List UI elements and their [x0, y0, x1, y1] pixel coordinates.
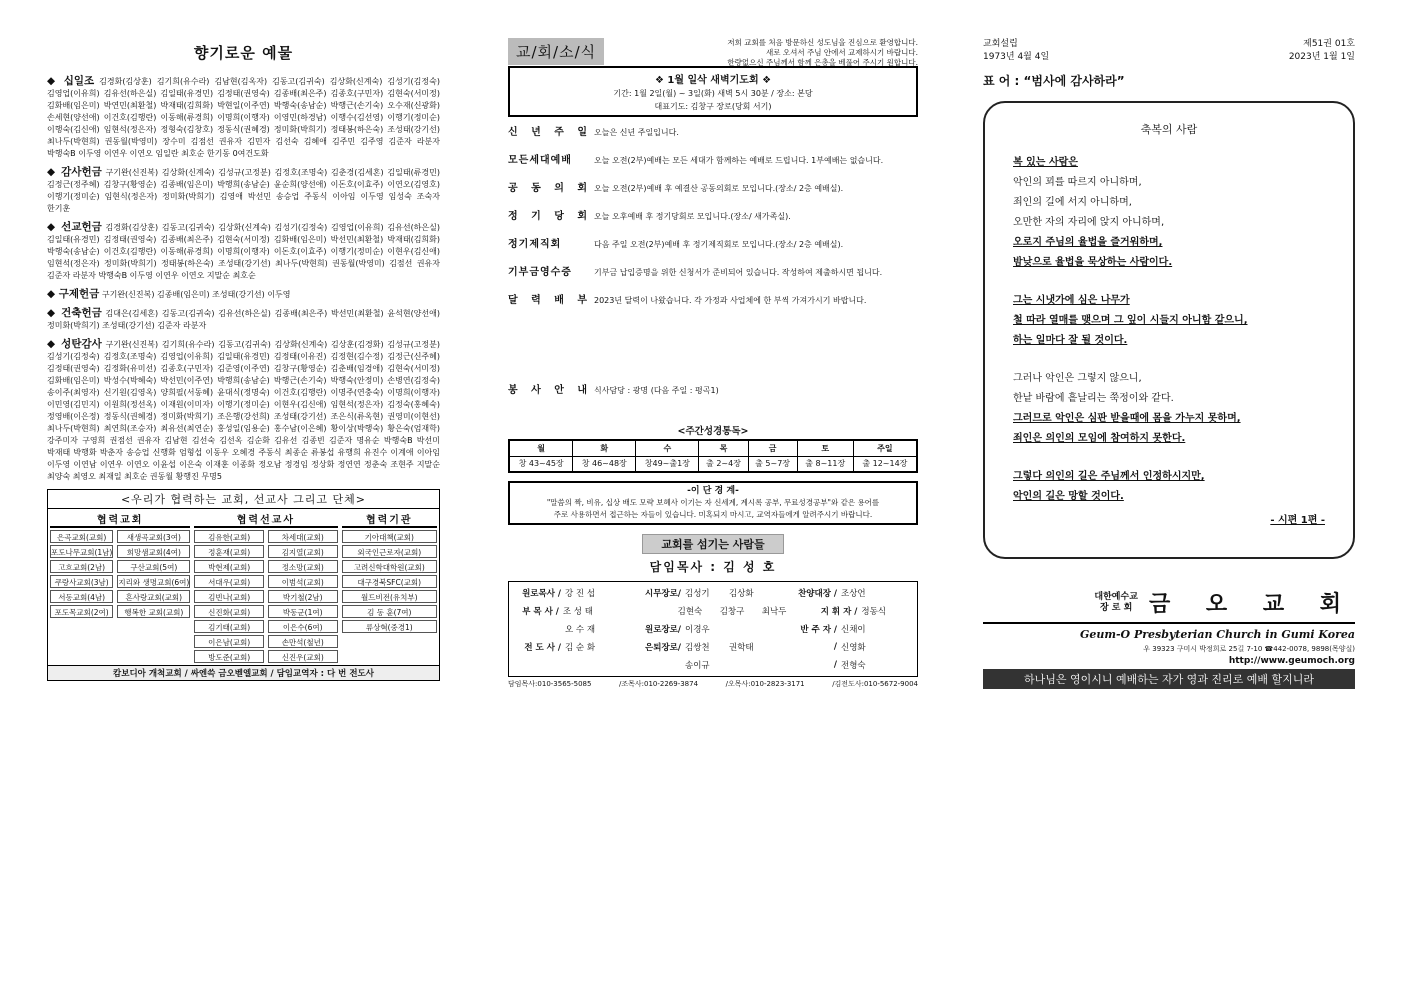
- staff-cell: /: [833, 660, 837, 670]
- church-name: 금 오 교 회: [1149, 592, 1355, 617]
- offering-group-head: ◆ 선교헌금: [47, 221, 102, 233]
- bible-day: 금: [748, 440, 797, 456]
- poem-line: [1013, 351, 1325, 369]
- staff-row: [513, 584, 913, 602]
- partners-title: <우리가 협력하는 교회, 선교사 그리고 단체>: [48, 490, 439, 509]
- news-item-text: 오늘 오후예배 후 정기당회로 모입니다.(장소/ 새가족실).: [594, 212, 791, 221]
- poem-line: 그러므로 악인은 심판 받을때에 몸을 가누지 못하며,: [1013, 413, 1241, 424]
- offering-group-names: 김경화(김상훈) 김동고(김귀숙) 김상화(신계숙) 김성기(김정숙) 김영업(이유희) 김유선(하은실) 김일태(유경민) 김정태(권영숙) 김종배(최은주) 김현숙(서미정) 김화배(임은미) 박선민(최환철) 박재태(김희화) 박행숙(송남순) 이건호(김행란) 이동해(류경희) 이명희(이행자) 이돈호(이효주) 이행기(정미순) 이현우(김신애) 임현석(정은자) 정미화(박희기) 정태봉(하은숙) 조성태(강기선) 최나두(박현희) 권동월(박영미) 김점선 권유자 김준자 라분자 박행숙B 이두영 이연우 이연오 지말순 최호순: [47, 223, 440, 280]
- poem-box: [983, 101, 1355, 559]
- news-item-label: 기부금영수증: [508, 267, 572, 278]
- staff-cell: 김성기: [685, 589, 710, 599]
- news-list: [508, 127, 918, 323]
- staff-cell: 신채이: [841, 625, 866, 635]
- staff-table: [508, 581, 918, 677]
- poem-line: 철 따라 열매를 맺으며 그 잎이 시들지 아니함 같으니,: [1013, 315, 1248, 326]
- poem-line: 죄인은 의인의 모임에 참여하지 못한다.: [1013, 433, 1186, 444]
- partner-item: 김지열(교회): [268, 545, 338, 558]
- staff-row: [513, 602, 913, 620]
- partner-item: 박동군(1여): [268, 605, 338, 618]
- news-item-label: 정기제직회: [508, 239, 562, 250]
- poem-line: [1013, 449, 1325, 467]
- poem-line: 오만한 자의 자리에 앉지 아니하며,: [1013, 217, 1165, 228]
- bible-day: 월: [509, 440, 573, 456]
- partner-item: 정소망(교회): [268, 560, 338, 573]
- partner-item: 김빈나(교회): [194, 590, 264, 603]
- poem-line: 한낱 바람에 흩날리는 쭉정이와 같다.: [1013, 393, 1174, 404]
- news-item: [508, 183, 918, 211]
- partner-item: 대구경북SFC(교회): [342, 575, 437, 588]
- offering-group: [47, 338, 440, 483]
- staff-cell: 반 주 자 /: [800, 625, 837, 635]
- partner-item: 지리와 생명교회(6여): [117, 575, 190, 588]
- news-item: [508, 155, 918, 183]
- partners-box: [47, 489, 440, 681]
- staff-cell: 강 진 섭: [565, 589, 596, 599]
- news-item-label: 공 동 의 회: [508, 183, 588, 194]
- church-identity: [983, 587, 1355, 618]
- staff-cell: 시무장로/: [645, 589, 681, 599]
- founded-date: 1973년 4월 4일: [983, 52, 1050, 62]
- partners-column-title: 협력기관: [342, 511, 437, 528]
- news-item-label: 신 년 주 일: [508, 127, 588, 138]
- news-item-service: 봉 사 안 내 식사담당 : 광명 (다음 주일 : 평곡1): [508, 385, 719, 396]
- staff-title: 교회를 섬기는 사람들: [508, 533, 918, 554]
- bible-passage: 창 46~48장: [573, 456, 636, 472]
- news-header: [508, 38, 918, 66]
- news-title: 교/회/소/식: [508, 38, 604, 65]
- dawn-prayer-schedule: 기간: 1월 2일(월) ~ 3일(화) 새벽 5시 30분 / 장소: 본당: [613, 89, 813, 98]
- partners-footer: 캄보디아 개척교회 / 싸엔쓱 금오벧엘교회 / 담임교역자 : 다 번 전도사: [48, 665, 439, 680]
- senior-pastor: 담임목사 : 김 성 호: [649, 560, 777, 574]
- news-item-text: 오늘 오전(2부)예배 후 예결산 공동의회로 모입니다.(장소/ 2층 예배실).: [594, 184, 844, 193]
- poem-line: 그러나 악인은 그렇지 않으니,: [1013, 373, 1142, 384]
- partners-column-title: 협력교회: [50, 511, 190, 528]
- staff-row: [513, 638, 913, 656]
- partner-item: 박현제(교회): [194, 560, 264, 573]
- bible-reading-title: <주간성경통독>: [677, 426, 749, 437]
- partner-item: 흔사랑교회(교회): [117, 590, 190, 603]
- offering-group-head: ◆ 건축헌금: [47, 307, 102, 319]
- poem-line: 그는 시냇가에 심은 나무가: [1013, 295, 1130, 306]
- offering-group-head: ◆ 구제헌금: [47, 288, 100, 300]
- partner-item: 고려신학대학원(교회): [342, 560, 437, 573]
- news-item: [508, 267, 918, 295]
- partner-item: 이은남(교회): [194, 635, 264, 648]
- partner-item: 행복한 교회(교회): [117, 605, 190, 618]
- offering-group-names: 김대은(김세혼) 김동고(김귀숙) 김유선(하은실) 김종배(최은주) 박선민(최환철) 윤석현(양선애) 정미화(박희기) 조성태(강기선) 김준자 라분자: [47, 309, 440, 330]
- welcome-message: 저희 교회를 처음 방문하신 성도님을 진심으로 환영합니다. 새로 오셔서 주님 안에서 교제하시기 바랍니다. 한량없으신 주님께서 함께 은총을 베풀어 주시기 원합니다.: [727, 38, 918, 67]
- partner-item: 신진화(교회): [194, 605, 264, 618]
- staff-cell: 오 수 재: [565, 625, 596, 635]
- news-item-text: 2023년 달력이 나왔습니다. 각 가정과 사업체에 한 부씩 가져가시기 바랍니다.: [594, 296, 867, 305]
- partner-item: 외국인근로자(교회): [342, 545, 437, 558]
- cover-column: [983, 38, 1355, 689]
- bible-passage: 출 8~11장: [797, 456, 853, 472]
- partner-item: 류상혁(중경1): [342, 620, 437, 633]
- english-name: Geum-O Presbyterian Church in Gumi Korea: [1079, 628, 1355, 641]
- staff-cell: 송이규: [685, 661, 710, 671]
- volume-number: 제51권 01호: [1303, 39, 1355, 49]
- partner-item: 손만석(철년): [268, 635, 338, 648]
- offering-group: [47, 288, 440, 301]
- partner-item: 서대우(교회): [194, 575, 264, 588]
- partner-item: 이범석(교회): [268, 575, 338, 588]
- poem-title: 축복의 사람: [1140, 123, 1198, 136]
- staff-cell: 전형숙: [841, 661, 866, 671]
- divider: [983, 622, 1355, 624]
- partners-column-title: 협력선교사: [194, 511, 337, 528]
- bible-passage: 창 43~45장: [509, 456, 573, 472]
- bulletin-date: 2023년 1월 1일: [1288, 52, 1355, 62]
- church-address: 우 39323 구미시 박정희로 25길 7-10 ☎442-0078, 9898(목양실): [1143, 645, 1355, 653]
- partner-item: 서동교회(4남): [50, 590, 113, 603]
- poem-line: 악인의 꾀를 따르지 아니하며,: [1013, 177, 1142, 188]
- heresy-warning-box: -이 단 경 계- "말씀의 짝, 비유, 십상 배도 모략 보혜사 이기는 자 신세계, 계시록 공부, 무료성경공부"와 같은 용어를 주로 사용하면서 접근하는 자들이 있습니다. 미혹되지 마시고, 교역자들에게 알려주시기 바랍니다.: [508, 481, 918, 525]
- offering-group-names: 김경화(김상훈) 김기희(유수라) 김남현(김옥자) 김동고(김귀숙) 김상화(신계숙) 김성기(김정숙) 김영업(이유희) 김유선(하은실) 김일태(유경민) 김정태(권영숙) 김종배(최은주) 김종호(구민자) 김현숙(서미정) 김화배(임은미) 박연민(최환철) 박재태(김희화) 박현일(이주연) 박행숙(송남순) 박행근(손기숙) 오수재(신광화) 손세현(양선애) 이건호(김행란) 이동해(류경희) 이명희(이행자) 이영민(하경남) 이행수(김선영) 이행기(정미순) 이행숙(김신애) 임현석(정은자) 정형숙(김창호) 정동식(권혜경) 정미화(박희기) 정태봉(하은숙) 조성태(강기선) 최나두(박현희) 권동월(박영미) 장수미 김점선 권유자 김민자 김선숙 김혜애 김주민 김주영 김준자 라분자 박행숙B 이두영 이연우 이연오 임일란 최호순 한기동 0여건도화: [47, 77, 440, 158]
- poem-line: 밤낮으로 율법을 묵상하는 사람이다.: [1013, 257, 1173, 268]
- church-motto: 표 어 : “범사에 감사하라”: [983, 74, 1125, 88]
- offering-group: [47, 75, 440, 160]
- partner-item: 방도준(교회): [194, 650, 264, 663]
- staff-cell: 신영화: [841, 643, 866, 653]
- news-item: [508, 239, 918, 267]
- staff-phone: /김전도사:010-5672-9004: [832, 680, 918, 688]
- partner-item: 포도목교회(2여): [50, 605, 113, 618]
- poem-line: 하는 일마다 잘 될 것이다.: [1013, 335, 1128, 346]
- news-column: [508, 38, 918, 689]
- staff-cell: 전 도 사 /: [524, 643, 561, 653]
- partner-item: 김 동 훈(7여): [342, 605, 437, 618]
- news-item: [508, 127, 918, 155]
- news-item-text: 오늘은 신년 주일입니다.: [594, 128, 679, 137]
- partners-column: [340, 509, 439, 665]
- poem-line: 복 있는 사람은: [1013, 157, 1078, 168]
- offering-group: [47, 307, 440, 332]
- website-link[interactable]: http://www.geumoch.org: [1228, 656, 1355, 666]
- staff-cell: 원로장로/: [645, 625, 681, 635]
- news-item-text: 오늘 오전(2부)예배는 모든 세대가 함께하는 예배로 드립니다. 1부예배는 없습니다.: [594, 156, 884, 165]
- staff-cell: 김창구: [719, 607, 745, 617]
- offering-list: [47, 75, 440, 483]
- dawn-prayer-box: [508, 66, 918, 117]
- staff-cell: /: [833, 642, 837, 652]
- bulletin-header: [983, 38, 1355, 64]
- staff-phones: [508, 679, 918, 689]
- partner-item: 월드비전(유치부): [342, 590, 437, 603]
- partner-item: 희망샘교회(4여): [117, 545, 190, 558]
- offering-group-names: 구기완(신진복) 김기희(유수라) 김동고(김귀숙) 김상화(신계숙) 김상훈(김경화) 김성규(고정분) 김성기(김정숙) 김정호(조명숙) 김영업(이유희) 김일태(유경민) 김정태(이유진) 김정현(김수정) 김정근(신주혜) 김정태(권영숙) 김정화(유미선) 김종호(구민자) 김준영(이주연) 김창구(황영순) 김춘배(임경애) 김현숙(서미정) 김화배(임은미) 박성수(박혜숙) 박선민(이주연) 박행희(송남순) 박행근(손기숙) 박행숙(안정미) 손병연(김정숙) 송이주(최영자) 신기원(김영옥) 양희필(서동혜) 윤대식(정명숙) 이건호(김행란) 이명주(연충숙) 이명희(이행자) 이민영(김민지) 이원희(정선옥) 이재원(이미자) 이행기(정미순) 이현우(김신애) 임현석(정은자) 김정숙(홍혜숙) 정영배(이은정) 정동식(권혜경) 정미화(박희기) 조은행(강선희) 조성태(강기선) 조은식(류옥현) 권영미(이현선) 최나두(박현희) 최연희(조승자) 최유선(최연순) 홍성일(임용순) 홍수남(이은혜) 황이상(박행숙) 황은숙(엄재학) 강주미자 구영희 권점선 권유자 김남현 김선숙 김선옥 김순화 김유선 김종빈 김준자 명유순 박행숙B 박선미 박재태 박행화 박춘자 송승업 신행화 엄형섭 이동우 오혜경 주동식 최종순 류봉섭 유행희 유진수 이계애 이아임 이두영 이연남 이연우 이연오 이윤섭 이은숙 이재훈 이종화 정오남 정경임 정상화 정연연 정춘숙 조현주 지말순 최양숙 최영오 최재일 최호순 권동월 황행진 무명5: [47, 340, 440, 481]
- news-item-text: 다음 주일 오전(2부)예배 후 정기제직회로 모입니다.(장소/ 2층 예배실).: [594, 240, 844, 249]
- partners-column: [192, 509, 339, 665]
- staff-cell: 조 성 태: [562, 607, 593, 617]
- verse-banner: 하나님은 영이시니 예배하는 자가 영과 진리로 예배 할지니라: [983, 669, 1355, 689]
- partner-item: 구산교회(5여): [117, 560, 190, 573]
- news-item-text: 기부금 납입증명을 위한 신청서가 준비되어 있습니다. 작성하여 제출하시면 됩니다.: [594, 268, 883, 277]
- partner-item: 신진우(교회): [268, 650, 338, 663]
- staff-cell: 조상언: [841, 589, 866, 599]
- offerings-column: [47, 38, 440, 681]
- staff-phone: /조목사:010-2269-3874: [619, 680, 699, 688]
- bible-day: 토: [797, 440, 853, 456]
- poem-line: [1013, 273, 1325, 291]
- poem-line: 악인의 길은 망할 것이다.: [1013, 491, 1124, 502]
- poem-source: - 시편 1편 -: [1270, 515, 1325, 526]
- staff-row: [513, 656, 913, 674]
- partner-item: 기아대책(교회): [342, 530, 437, 543]
- partner-item: 고흐교회(2남): [50, 560, 113, 573]
- staff-cell: 김 순 화: [565, 643, 596, 653]
- bible-passage: 출 12~14장: [853, 456, 917, 472]
- partner-item: 박기철(2남): [268, 590, 338, 603]
- news-item-label: 정 기 당 회: [508, 211, 588, 222]
- offering-group-names: 구기완(신진복) 김종배(임은미) 조성태(강기선) 이두영: [101, 290, 291, 299]
- denomination: 대한예수교 장 로 회: [1094, 591, 1138, 613]
- staff-cell: 찬양대장 /: [798, 589, 837, 599]
- poem-line: 그렇다 의인의 길은 주님께서 인정하시지만,: [1013, 471, 1205, 482]
- partner-item: 쿠랑사교회(3남): [50, 575, 113, 588]
- staff-cell: 지 휘 자 /: [820, 607, 858, 617]
- news-item: [508, 211, 918, 239]
- bible-day: 수: [636, 440, 699, 456]
- dawn-prayer-title: ❖ 1월 일삭 새벽기도회 ❖: [654, 75, 772, 86]
- staff-cell: 원로목사 /: [522, 589, 561, 599]
- staff-cell: 최낙두: [761, 607, 787, 617]
- bible-day: 화: [573, 440, 636, 456]
- partner-item: 은곡교회(교회): [50, 530, 113, 543]
- partner-item: 김기태(교회): [194, 620, 264, 633]
- partner-item: 새생곡교회(3여): [117, 530, 190, 543]
- staff-cell: 부 목 사 /: [522, 607, 559, 617]
- staff-cell: 김쌍천: [685, 643, 710, 653]
- partners-column: [48, 509, 192, 665]
- founded-label: 교회설립: [983, 39, 1018, 49]
- partner-item: 포도나무교회(1남): [50, 545, 113, 558]
- offering-group: [47, 166, 440, 215]
- staff-cell: 정동식: [861, 607, 886, 617]
- partner-item: 이은수(6여): [268, 620, 338, 633]
- poem-line: 죄인의 길에 서지 아니하며,: [1013, 197, 1132, 208]
- partner-item: 김유한(교회): [194, 530, 264, 543]
- bible-day: 목: [699, 440, 748, 456]
- staff-cell: 권학태: [729, 643, 754, 653]
- bible-reading-table: [508, 439, 918, 473]
- staff-cell: 김상화: [729, 589, 754, 599]
- bible-passage: 출 2~4장: [699, 456, 748, 472]
- bible-passage: 창49~출1장: [636, 456, 699, 472]
- staff-cell: 이경우: [685, 625, 710, 635]
- offering-group-names: 구기완(신진복) 김상화(신계숙) 김성규(고정분) 김정호(조명숙) 김춘경(김세혼) 김일태(류경민) 김정근(정주혜) 김창구(황영순) 김종배(임은미) 박행희(송남순) 윤순희(양선애) 이돈호(이효주) 이연오(김영호) 이행기(정미순) 임현식(정은자) 정미화(박희기) 김영애 박선민 송승업 주동식 이아임 이두영 임성숙 조숙자 한기훈: [47, 168, 440, 213]
- staff-cell: 김현숙: [677, 607, 703, 617]
- staff-phone: 담임목사:010-3565-5085: [508, 680, 592, 688]
- news-item: [508, 295, 918, 323]
- bible-day: 주일: [853, 440, 917, 456]
- dawn-prayer-leader: 대표기도: 김창구 장로(당회 서기): [654, 102, 772, 111]
- poem-line: 오로지 주님의 율법을 즐거워하며,: [1013, 237, 1163, 248]
- partners-grid: [48, 509, 439, 665]
- offerings-title: 향기로운 예물: [193, 44, 294, 62]
- partner-item: 정훈재(교회): [194, 545, 264, 558]
- news-item-label: 달 력 배 부: [508, 295, 588, 306]
- offering-group-head: ◆ 감사헌금: [47, 166, 102, 178]
- staff-phone: /오목사:010-2823-3171: [725, 680, 805, 688]
- staff-cell: 은퇴장로/: [645, 643, 681, 653]
- partner-item: 차세대(교회): [268, 530, 338, 543]
- poem-lines: [1013, 153, 1325, 507]
- offering-group: [47, 221, 440, 282]
- news-item-label: 모든세대예배: [508, 155, 572, 166]
- bible-passage: 출 5~7장: [748, 456, 797, 472]
- staff-row: [513, 620, 913, 638]
- offering-group-head: ◆ 성탄감사: [47, 338, 102, 350]
- offering-group-head: ◆ 십일조: [47, 75, 95, 87]
